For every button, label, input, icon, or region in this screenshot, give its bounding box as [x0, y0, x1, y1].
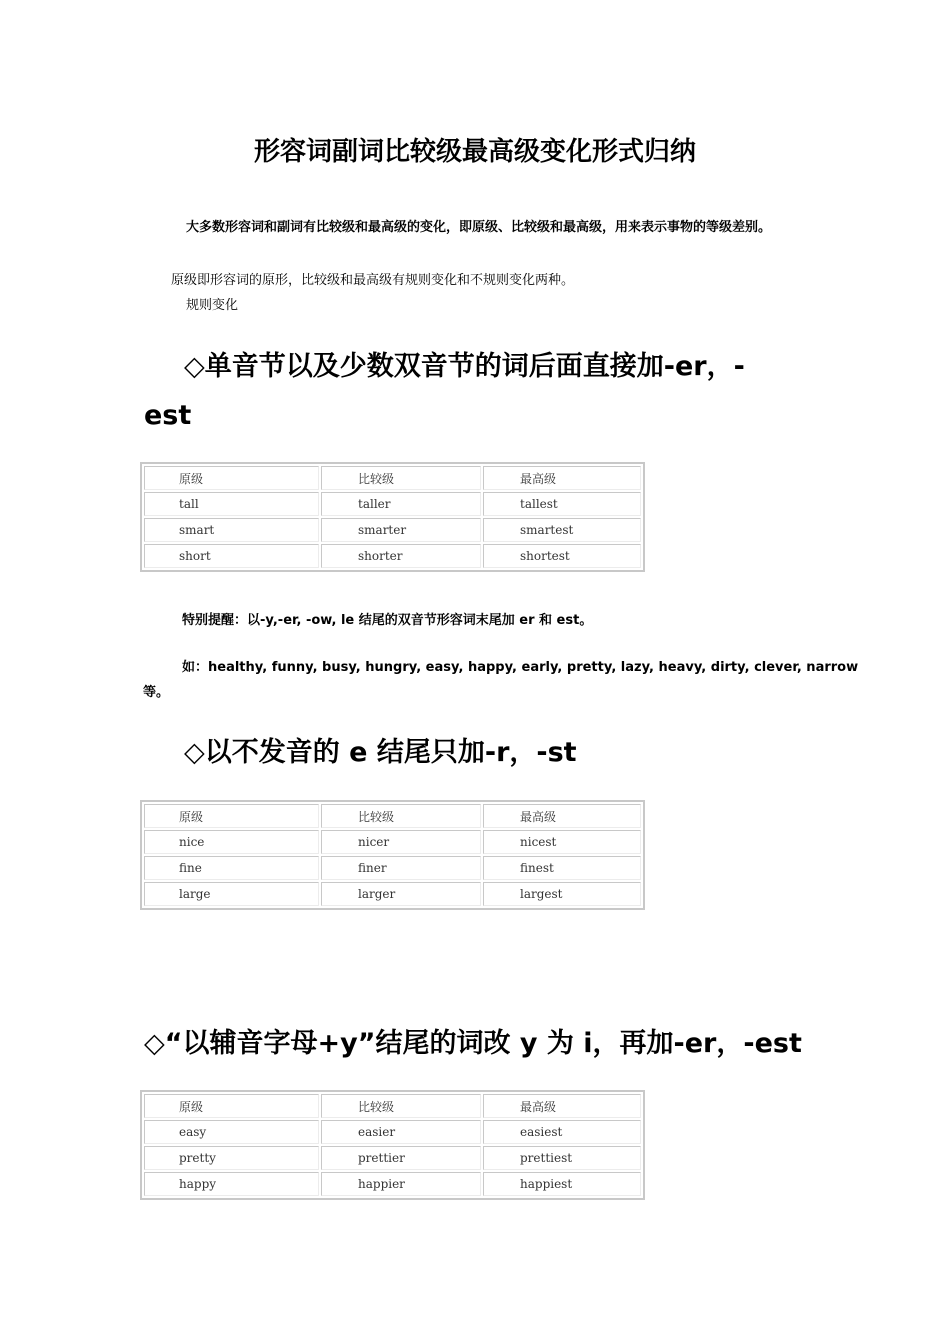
table-section-3	[140, 1090, 645, 1200]
header-superlative: 最高级	[483, 466, 641, 490]
table-cell: large	[144, 882, 319, 906]
table-row	[144, 544, 641, 568]
paragraph-regular-change: 规则变化	[186, 298, 239, 313]
table-cell: nicer	[321, 830, 481, 854]
table-cell: pretty	[144, 1146, 319, 1170]
table-row	[144, 856, 641, 880]
table-cell: happy	[144, 1172, 319, 1196]
table-cell: tall	[144, 492, 319, 516]
intro-paragraph: 大多数形容词和副词有比较级和最高级的变化，即原级、比较级和最高级，用来表示事物的等级差别。	[186, 220, 772, 235]
table-cell: prettiest	[483, 1146, 641, 1170]
section-3-heading: ◇“以辅音字母+y”结尾的词改 y 为 i，再加-er，-est	[144, 1028, 802, 1059]
table-cell: easier	[321, 1120, 481, 1144]
header-positive: 原级	[144, 804, 319, 828]
table-cell: nicest	[483, 830, 641, 854]
header-positive: 原级	[144, 466, 319, 490]
header-superlative: 最高级	[483, 1094, 641, 1118]
table-cell: easiest	[483, 1120, 641, 1144]
header-superlative: 最高级	[483, 804, 641, 828]
special-note: 特别提醒：以-y,-er, -ow, le 结尾的双音节形容词末尾加 er 和 est。	[182, 613, 593, 628]
table-cell: happiest	[483, 1172, 641, 1196]
header-comparative: 比较级	[321, 1094, 481, 1118]
table-cell: finest	[483, 856, 641, 880]
table-row	[144, 882, 641, 906]
table-row	[144, 1172, 641, 1196]
table-cell: short	[144, 544, 319, 568]
table-row	[144, 1120, 641, 1144]
table-header-row	[144, 1094, 641, 1118]
table-cell: smarter	[321, 518, 481, 542]
table-cell: smartest	[483, 518, 641, 542]
table-cell: nice	[144, 830, 319, 854]
table-cell: taller	[321, 492, 481, 516]
table-cell: finer	[321, 856, 481, 880]
header-positive: 原级	[144, 1094, 319, 1118]
table-cell: largest	[483, 882, 641, 906]
table-cell: happier	[321, 1172, 481, 1196]
examples-line-1: 如：healthy, funny, busy, hungry, easy, happy, early, pretty, lazy, heavy, dirty, clever, narrow	[182, 660, 859, 675]
section-2-heading: ◇以不发音的 e 结尾只加-r，-st	[184, 737, 577, 768]
table-row	[144, 1146, 641, 1170]
section-1-heading-cont: est	[144, 400, 192, 431]
table-cell: larger	[321, 882, 481, 906]
table-row	[144, 830, 641, 854]
table-header-row	[144, 466, 641, 490]
examples-line-2: 等。	[143, 685, 170, 700]
table-row	[144, 518, 641, 542]
header-comparative: 比较级	[321, 804, 481, 828]
table-section-2	[140, 800, 645, 910]
section-1-heading: ◇单音节以及少数双音节的词后面直接加-er，-	[184, 351, 745, 382]
table-cell: fine	[144, 856, 319, 880]
table-cell: smart	[144, 518, 319, 542]
table-cell: shorter	[321, 544, 481, 568]
table-header-row	[144, 804, 641, 828]
table-section-1	[140, 462, 645, 572]
paragraph-definition: 原级即形容词的原形，比较级和最高级有规则变化和不规则变化两种。	[171, 273, 575, 288]
page-title: 形容词副词比较级最高级变化形式归纳	[253, 137, 696, 167]
table-cell: shortest	[483, 544, 641, 568]
table-cell: prettier	[321, 1146, 481, 1170]
table-cell: tallest	[483, 492, 641, 516]
header-comparative: 比较级	[321, 466, 481, 490]
table-row	[144, 492, 641, 516]
table-cell: easy	[144, 1120, 319, 1144]
